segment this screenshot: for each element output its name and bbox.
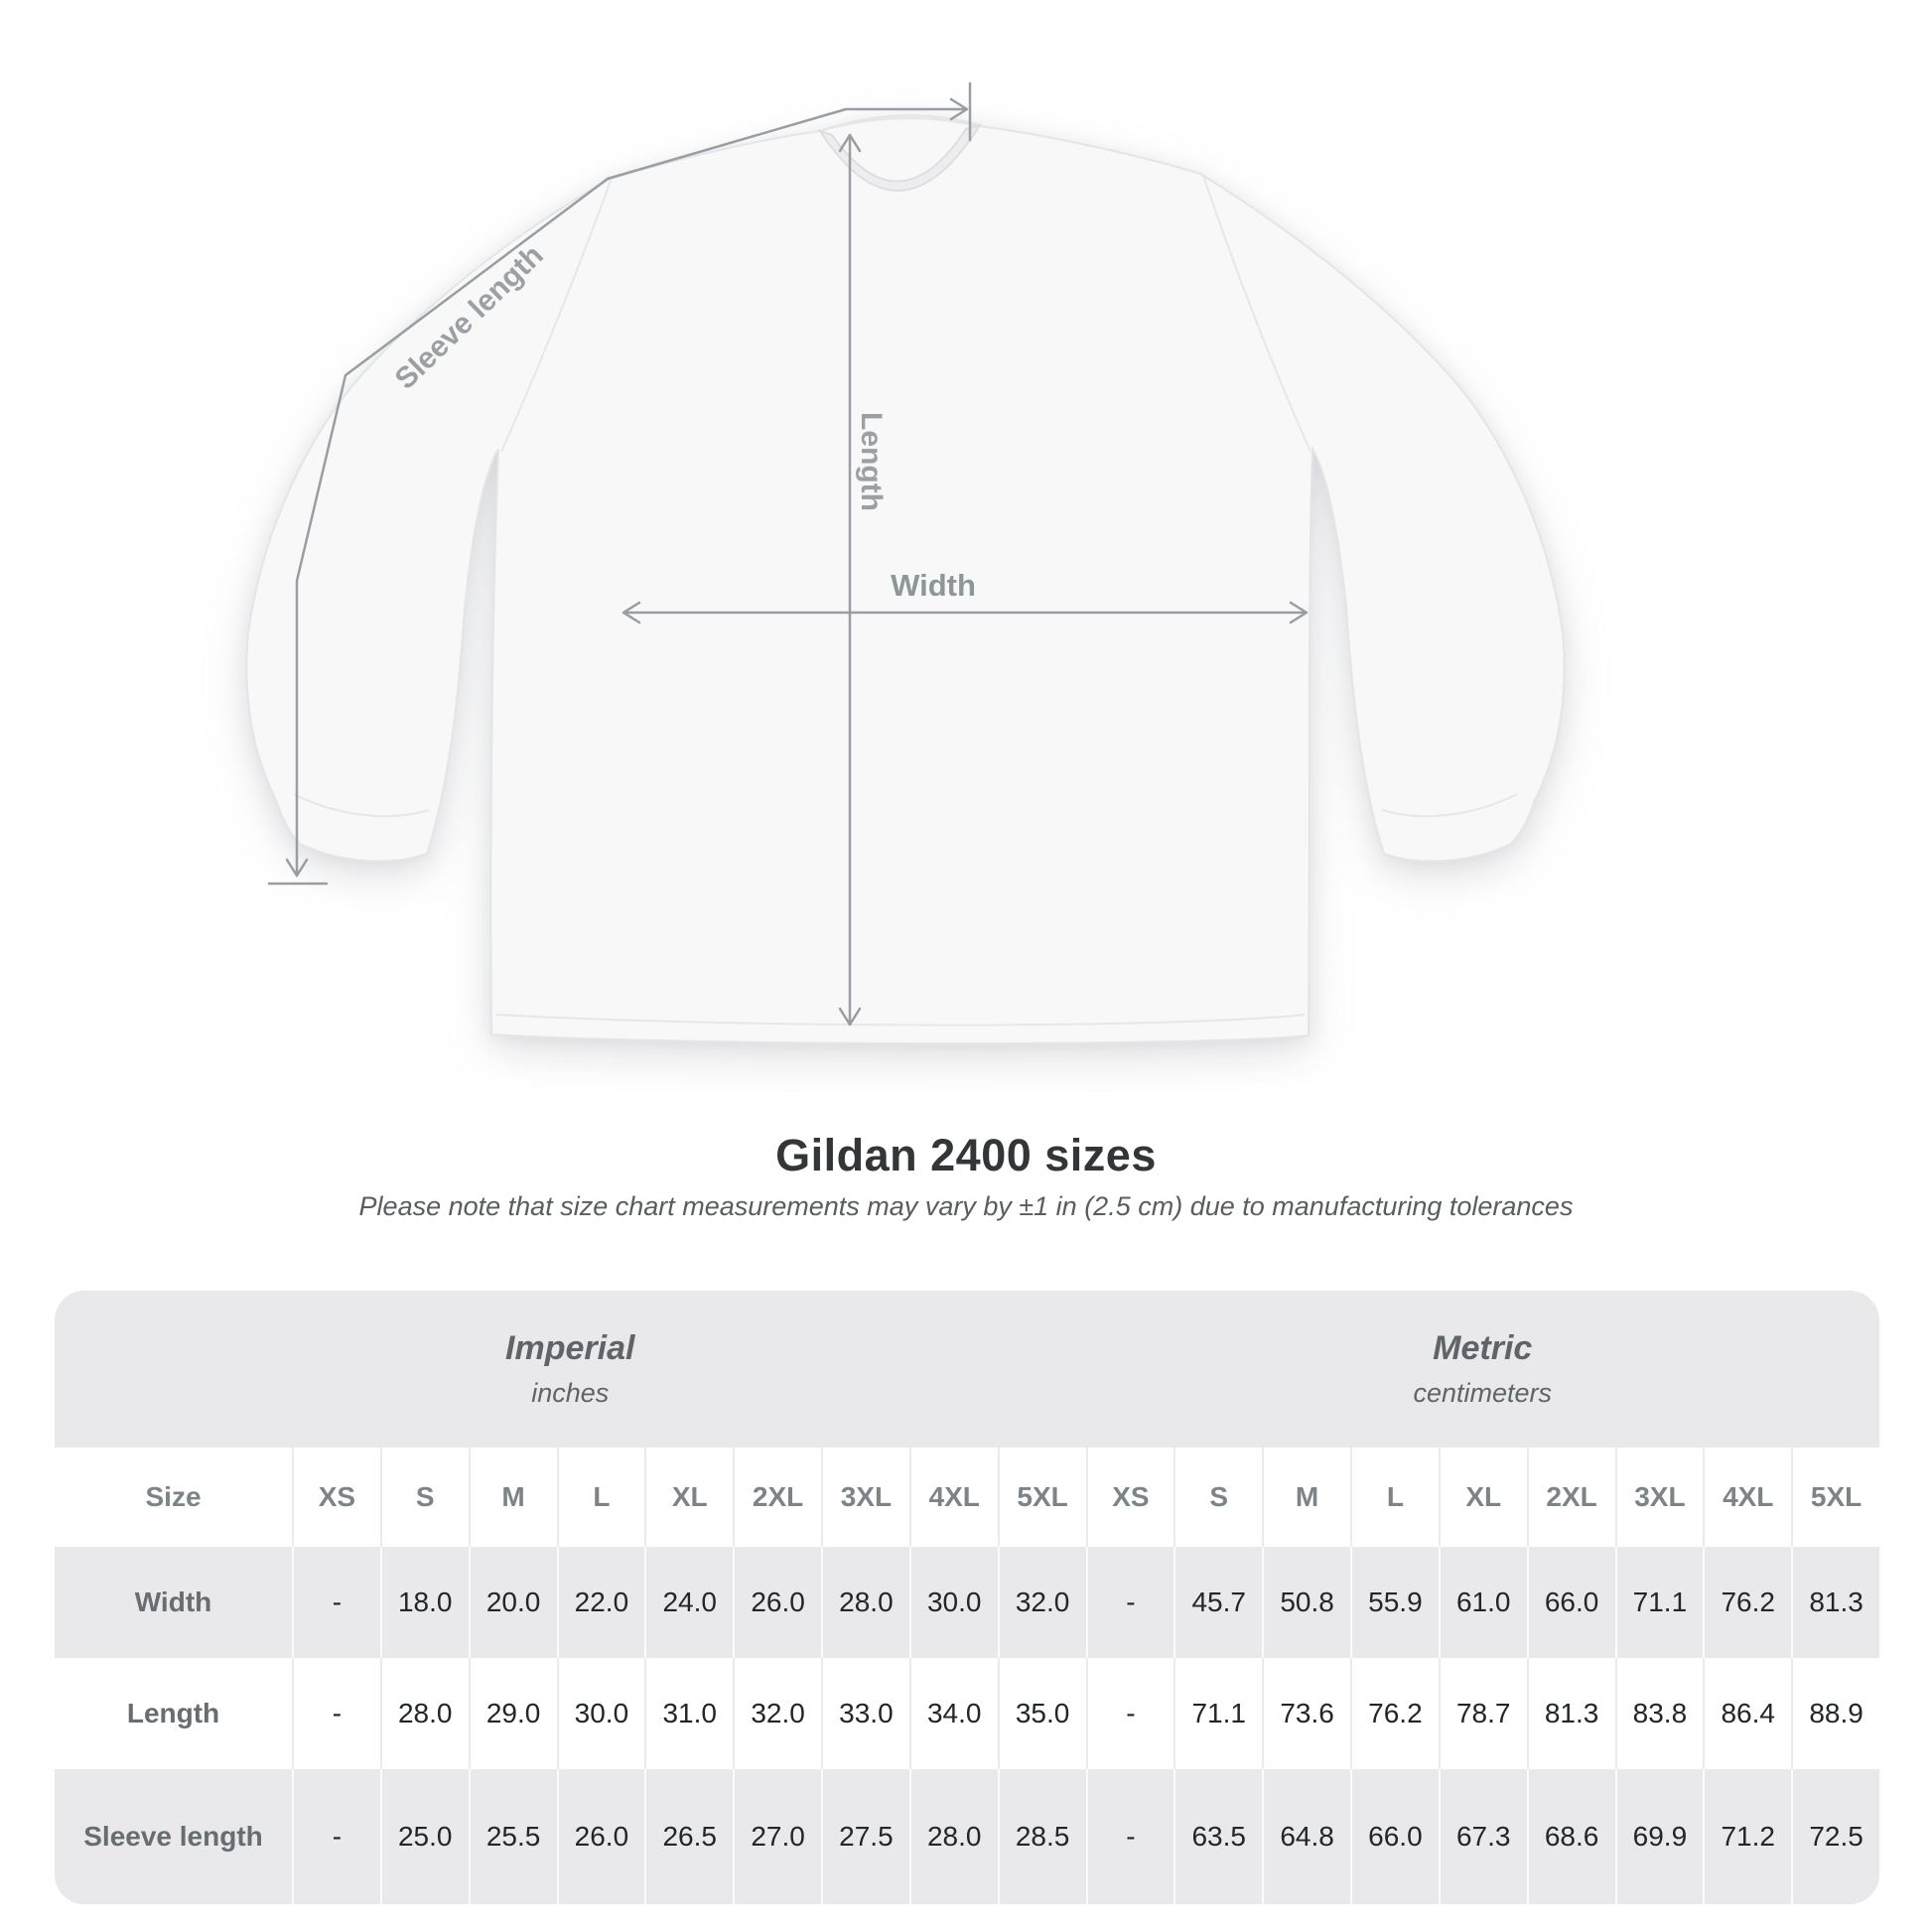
- page-subtitle: Please note that size chart measurements may vary by ±1 in (2.5 cm) due to manufacturing tolerances: [358, 1191, 1574, 1221]
- measurement-cell: 30.0: [909, 1547, 998, 1658]
- measurement-cell: 50.8: [1262, 1547, 1350, 1658]
- measurement-cell: 61.0: [1439, 1547, 1527, 1658]
- size-header-cell: 4XL: [909, 1448, 998, 1547]
- measurement-cell: -: [1086, 1658, 1174, 1769]
- size-header-cell: 3XL: [821, 1448, 909, 1547]
- measurement-cell: 55.9: [1350, 1547, 1439, 1658]
- measurement-cell: 66.0: [1350, 1769, 1439, 1904]
- size-column-header: Size: [55, 1448, 292, 1547]
- measurement-cell: 71.1: [1615, 1547, 1704, 1658]
- length-label: Length: [855, 412, 888, 511]
- measurement-cell: 64.8: [1262, 1769, 1350, 1904]
- measurement-cell: -: [1086, 1547, 1174, 1658]
- size-header-cell: S: [1173, 1448, 1262, 1547]
- unit-group-imperial: [55, 1291, 1086, 1448]
- measurement-cell: 76.2: [1703, 1547, 1791, 1658]
- measurement-cell: 32.0: [733, 1658, 821, 1769]
- size-header-cell: XL: [1439, 1448, 1527, 1547]
- measurement-cell: 86.4: [1703, 1658, 1791, 1769]
- measurement-cell: 78.7: [1439, 1658, 1527, 1769]
- measurement-cell: 24.0: [644, 1547, 733, 1658]
- size-header-cell: L: [1350, 1448, 1439, 1547]
- sleeve-length-label: Sleeve length: [388, 238, 550, 396]
- measurement-cell: 26.0: [557, 1769, 645, 1904]
- size-header-cell: 4XL: [1703, 1448, 1791, 1547]
- size-header-cell: L: [557, 1448, 645, 1547]
- size-table: [55, 1291, 1879, 1904]
- unit-group-name: Imperial: [505, 1329, 635, 1367]
- unit-group-metric: [1086, 1291, 1880, 1448]
- unit-group-unit: centimeters: [1413, 1378, 1553, 1408]
- measurement-cell: 81.3: [1791, 1547, 1879, 1658]
- measurement-cell: 69.9: [1615, 1769, 1704, 1904]
- measurement-cell: 28.0: [909, 1769, 998, 1904]
- measurement-cell: 32.0: [998, 1547, 1086, 1658]
- size-header-cell: S: [380, 1448, 469, 1547]
- measurement-cell: 72.5: [1791, 1769, 1879, 1904]
- measurement-cell: 68.6: [1527, 1769, 1615, 1904]
- measurement-cell: 26.5: [644, 1769, 733, 1904]
- measurement-cell: 20.0: [469, 1547, 557, 1658]
- measurement-cell: 71.1: [1173, 1658, 1262, 1769]
- measurement-cell: 73.6: [1262, 1658, 1350, 1769]
- measurement-cell: 33.0: [821, 1658, 909, 1769]
- size-header-cell: 2XL: [733, 1448, 821, 1547]
- measurement-cell: 27.0: [733, 1769, 821, 1904]
- measurement-cell: 34.0: [909, 1658, 998, 1769]
- size-header-cell: XL: [644, 1448, 733, 1547]
- measurement-cell: 28.0: [380, 1658, 469, 1769]
- measurement-cell: -: [292, 1769, 380, 1904]
- size-header-cell: 5XL: [1791, 1448, 1879, 1547]
- size-header-cell: 3XL: [1615, 1448, 1704, 1547]
- measurement-cell: 29.0: [469, 1658, 557, 1769]
- size-header-cell: XS: [292, 1448, 380, 1547]
- row-label-length: Length: [55, 1658, 292, 1769]
- unit-group-name: Metric: [1433, 1329, 1533, 1367]
- measurement-cell: 35.0: [998, 1658, 1086, 1769]
- measurement-cell: -: [292, 1658, 380, 1769]
- size-header-cell: XS: [1086, 1448, 1174, 1547]
- measurement-cell: -: [1086, 1769, 1174, 1904]
- row-label-sleeve-length: Sleeve length: [55, 1769, 292, 1904]
- measurement-cell: 88.9: [1791, 1658, 1879, 1769]
- measurement-cell: 71.2: [1703, 1769, 1791, 1904]
- measurement-cell: 45.7: [1173, 1547, 1262, 1658]
- measurement-cell: 83.8: [1615, 1658, 1704, 1769]
- size-header-cell: M: [1262, 1448, 1350, 1547]
- measurement-cell: 28.0: [821, 1547, 909, 1658]
- measurement-cell: 27.5: [821, 1769, 909, 1904]
- size-header-cell: 2XL: [1527, 1448, 1615, 1547]
- measurement-cell: 63.5: [1173, 1769, 1262, 1904]
- measurement-cell: 66.0: [1527, 1547, 1615, 1658]
- measurement-cell: 31.0: [644, 1658, 733, 1769]
- page-title: Gildan 2400 sizes: [775, 1130, 1157, 1180]
- measurement-cell: 28.5: [998, 1769, 1086, 1904]
- measurement-cell: -: [292, 1547, 380, 1658]
- measurement-cell: 25.0: [380, 1769, 469, 1904]
- measurement-cell: 81.3: [1527, 1658, 1615, 1769]
- measurement-cell: 25.5: [469, 1769, 557, 1904]
- measurement-cell: 30.0: [557, 1658, 645, 1769]
- unit-group-unit: inches: [531, 1378, 610, 1408]
- measurement-cell: 67.3: [1439, 1769, 1527, 1904]
- width-label: Width: [891, 568, 976, 603]
- measurement-cell: 22.0: [557, 1547, 645, 1658]
- size-header-cell: 5XL: [998, 1448, 1086, 1547]
- size-header-cell: M: [469, 1448, 557, 1547]
- measurement-cell: 76.2: [1350, 1658, 1439, 1769]
- measurement-cell: 26.0: [733, 1547, 821, 1658]
- measurement-cell: 18.0: [380, 1547, 469, 1658]
- row-label-width: Width: [55, 1547, 292, 1658]
